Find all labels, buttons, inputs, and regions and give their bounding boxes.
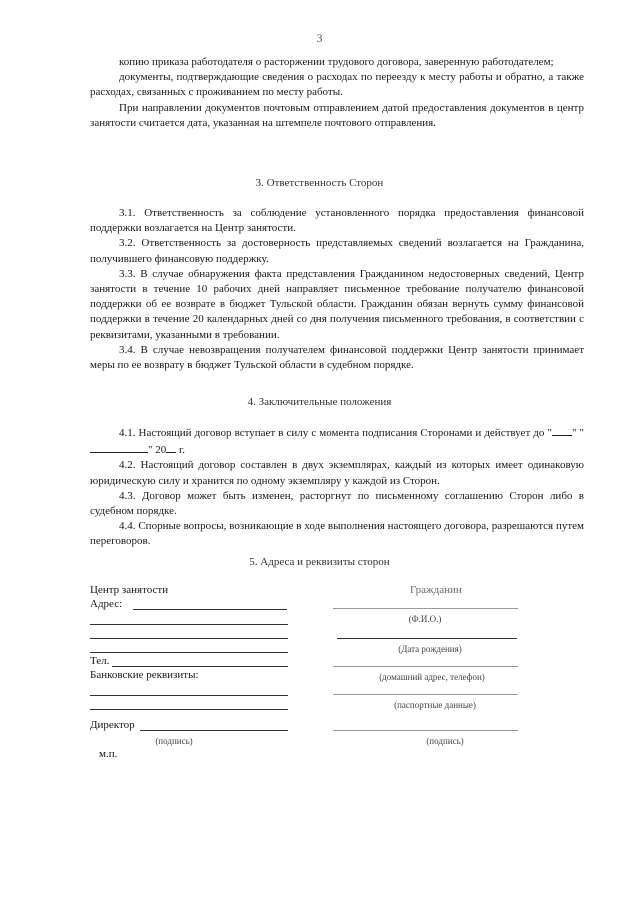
phone-label: Тел. <box>90 655 110 667</box>
section-3-title: 3. Ответственность Сторон <box>255 177 384 189</box>
fio-line[interactable] <box>333 608 518 609</box>
birth-date-line[interactable] <box>337 638 517 639</box>
clause-4-1-text: 4.1. Настоящий договор вступает в силу с момента подписания Сторонами и действует до " <box>119 427 552 439</box>
passport-caption: (паспортные данные) <box>394 700 476 710</box>
home-address-line[interactable] <box>333 666 518 667</box>
clause-4-1 <box>90 424 584 458</box>
director-signature-line[interactable] <box>140 730 288 731</box>
director-signature-caption: (подпись) <box>155 736 193 746</box>
citizen-heading: Гражданин <box>410 584 462 596</box>
intro-block <box>90 55 584 131</box>
passport-line[interactable] <box>333 694 518 695</box>
fio-caption: (Ф.И.О.) <box>408 614 442 624</box>
address-line[interactable] <box>90 638 288 639</box>
page-number: 3 <box>316 31 323 45</box>
day-blank[interactable] <box>552 424 572 436</box>
section-5-title: 5. Адреса и реквизиты сторон <box>249 556 390 568</box>
address-line[interactable] <box>133 609 287 610</box>
clause-3-3: 3.3. В случае обнаружения факта представления Гражданином недостоверных сведений, Центр занятости в течение 10 рабочих дней направляет письменное требование получателю финансовой поддержки об ее возврате в бюджет Тульской области. Гражданин обязан вернуть сумму финансовой поддержки в течение 20 календарных дней со дня получения письменного требования, в соответствии с реквизитами, указанными в требовании. <box>90 267 584 341</box>
month-blank[interactable] <box>90 441 148 453</box>
intro-paragraph: документы, подтверждающие сведения о расходах по переезду к месту работы и обратно, а также расходах, связанных с проживанием по месту работы. <box>90 71 584 99</box>
section-4-title: 4. Заключительные положения <box>247 396 392 408</box>
director-label: Директор <box>90 719 135 731</box>
stamp-label: м.п. <box>99 748 118 760</box>
address-line[interactable] <box>90 624 288 625</box>
section-3-body <box>90 206 584 373</box>
birth-date-caption: (Дата рождения) <box>398 644 462 654</box>
bank-details-label: Банковские реквизиты: <box>90 669 199 681</box>
address-label: Адрес: <box>90 598 123 610</box>
bank-details-line[interactable] <box>90 709 288 710</box>
citizen-signature-caption: (подпись) <box>426 736 464 746</box>
clause-4-3: 4.3. Договор может быть изменен, расторгнут по письменному соглашению Сторон либо в судебном порядке. <box>90 489 584 518</box>
phone-line[interactable] <box>112 666 288 667</box>
clause-4-2: 4.2. Настоящий договор составлен в двух экземплярах, каждый из которых имеет одинаковую юридическую силу и хранится по одному экземпляру у каждой из Сторон. <box>90 459 584 487</box>
employment-center-heading: Центр занятости <box>90 584 169 596</box>
clause-4-1-text: " 20 <box>148 444 167 457</box>
clause-3-1: 3.1. Ответственность за соблюдение установленного порядка предоставления финансовой поддержки возлагается на Центр занятости. <box>90 207 584 235</box>
clause-4-1-text: " " <box>571 427 584 439</box>
section-4-body <box>90 424 584 550</box>
intro-paragraph: копию приказа работодателя о расторжении трудового договора, заверенную работодателем; <box>119 56 554 68</box>
intro-paragraph: При направлении документов почтовым отправлением датой предоставления документов в центр занятости считается дата, указанная на штемпеле почтового отправления. <box>90 101 584 129</box>
bank-details-line[interactable] <box>90 695 288 696</box>
citizen-signature-line[interactable] <box>333 730 518 731</box>
year-blank[interactable] <box>166 441 176 453</box>
clause-4-4: 4.4. Спорные вопросы, возникающие в ходе выполнения настоящего договора, разрешаются путем переговоров. <box>90 520 584 548</box>
home-address-caption: (домашний адрес, телефон) <box>379 672 485 682</box>
clause-3-2: 3.2. Ответственность за достоверность представляемых сведений возлагается на Гражданина, получившего финансовую поддержку. <box>90 237 584 265</box>
address-line[interactable] <box>90 652 288 653</box>
clause-4-1-text: г. <box>176 444 186 457</box>
clause-3-4: 3.4. В случае невозвращения получателем финансовой поддержки Центр занятости принимает меры по ее возврату в бюджет Тульской области в судебном порядке. <box>90 343 584 372</box>
